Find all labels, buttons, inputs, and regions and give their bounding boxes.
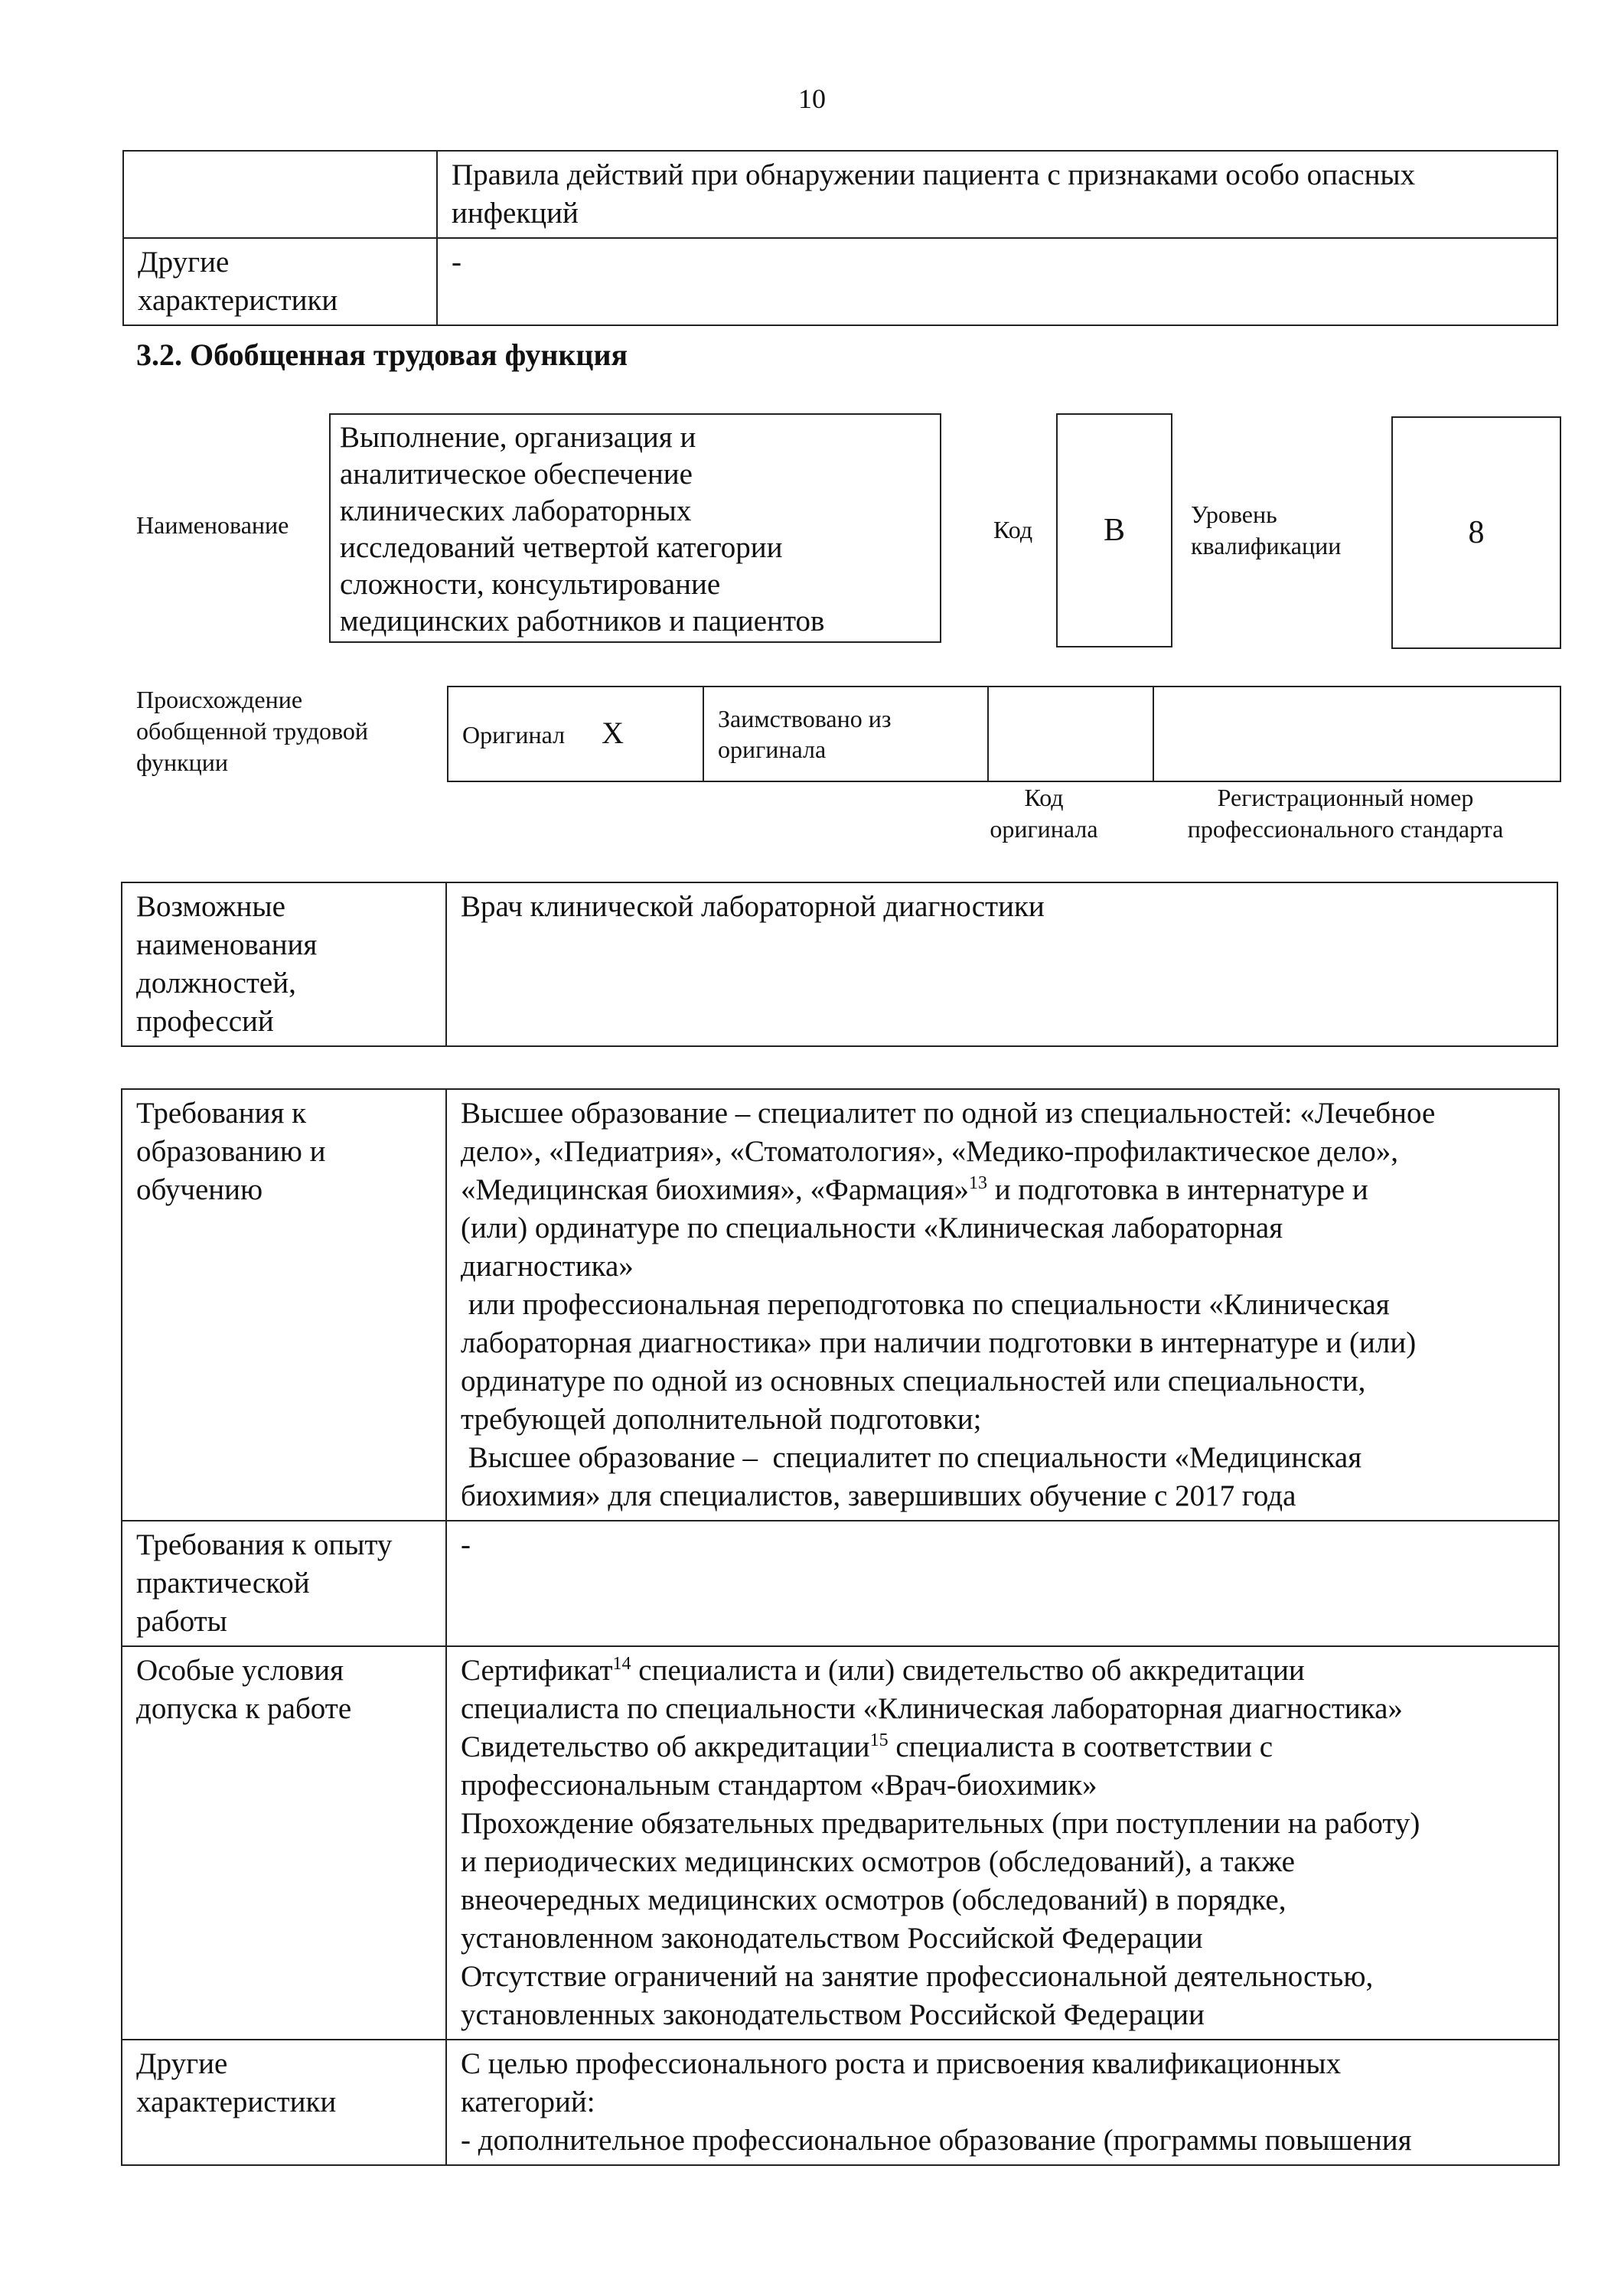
original-mark: X — [602, 716, 624, 750]
caption-original-code: Код оригинала — [990, 784, 1098, 843]
requirements-table — [121, 1088, 1560, 2166]
positions-table — [121, 882, 1558, 1047]
footnote-ref: 13 — [969, 1173, 987, 1193]
registration-number-cell — [1153, 687, 1560, 781]
table-cell-empty — [123, 151, 437, 238]
table-row — [122, 2040, 1559, 2165]
positions-value: Врач клинической лабораторной диагностики — [446, 882, 1557, 1046]
section-heading: 3.2. Обобщенная трудовая функция — [136, 338, 628, 372]
top-table — [122, 150, 1558, 326]
other-characteristics-label: Другие характеристики — [123, 238, 437, 325]
borrowed-cell: Заимствовано из оригинала — [703, 687, 988, 781]
other-characteristics-value-2: С целью профессионального роста и присвоения квалификационных категорий: - дополнительное профессиональное образование (программы повышения — [446, 2040, 1559, 2165]
page-number: 10 — [798, 83, 826, 114]
experience-label: Требования к опыту практической работы — [122, 1521, 446, 1646]
table-row — [122, 882, 1557, 1046]
qualification-level-box: 8 — [1391, 416, 1561, 649]
origin-table — [447, 686, 1561, 782]
footnote-ref: 14 — [612, 1654, 631, 1674]
table-row — [122, 1646, 1559, 2040]
table-row — [123, 151, 1557, 238]
table-row — [122, 1089, 1559, 1521]
caption-registration-number: Регистрационный номер профессионального стандарта — [1187, 784, 1504, 843]
qualification-level-label: Уровень квалификации — [1191, 501, 1342, 559]
experience-value: - — [446, 1521, 1559, 1646]
table-row — [122, 1521, 1559, 1646]
footnote-ref: 15 — [869, 1730, 889, 1750]
code-value-box: B — [1056, 413, 1172, 647]
special-conditions-label: Особые условия допуска к работе — [122, 1646, 446, 2040]
table-row — [448, 687, 1560, 781]
special-conditions-value: Сертификат$^{14}$ специалиста и (или) свидетельство об аккредитации специалиста по специальности «Клиническая лабораторная диагностика» Свидетельство об аккредитации$^{15}$ специалиста в соответствии с профессиональным стандартом «Врач-биохимик» Прохождение обязательных предварительных (при поступлении на работу) и периодических медицинских осмотров (обследований), а также внеочередных медицинских осмотров (обследований) в порядке, установленном законодательством Российской Федерации Отсутствие ограничений на занятие профессиональной деятельностью, установленных законодательством Российской Федерации — [446, 1646, 1559, 2040]
other-characteristics-label-2: Другие характеристики — [122, 2040, 446, 2165]
education-label: Требования к образованию и обучению — [122, 1089, 446, 1521]
original-cell: Оригинал X — [448, 687, 703, 781]
origin-label: Происхождение обобщенной трудовой функции — [136, 686, 369, 776]
original-code-cell — [988, 687, 1153, 781]
education-value: Высшее образование – специалитет по одной из специальностей: «Лечебное дело», «Педиатрия», «Стоматология», «Медико-профилактическое дело», «Медицинская биохимия», «Фармация»$^{13}$ и подготовка в интернатуре и (или) ординатуре по специальности «Клиническая лабораторная диагностика» или профессиональная переподготовка по специальности «Клиническая лабораторная диагностика» при наличии подготовки в интернатуре и (или) ординатуре по одной из основных специальностей или специальности, требующей дополнительной подготовки; Высшее образование – специалитет по специальности «Медицинская биохимия» для специалистов, завершивших обучение с 2017 года — [446, 1089, 1559, 1521]
rules-text: Правила действий при обнаружении пациента с признаками особо опасных инфекций — [437, 151, 1557, 238]
code-label: Код — [993, 516, 1033, 543]
table-row — [123, 238, 1557, 325]
name-label: Наименование — [136, 511, 289, 539]
function-name-box: Выполнение, организация и аналитическое обеспечение клинических лабораторных исследований четвертой категории сложности, консультирование медицинских работников и пациентов — [329, 413, 941, 643]
other-characteristics-value: - — [437, 238, 1557, 325]
positions-label: Возможные наименования должностей, профессий — [122, 882, 446, 1046]
